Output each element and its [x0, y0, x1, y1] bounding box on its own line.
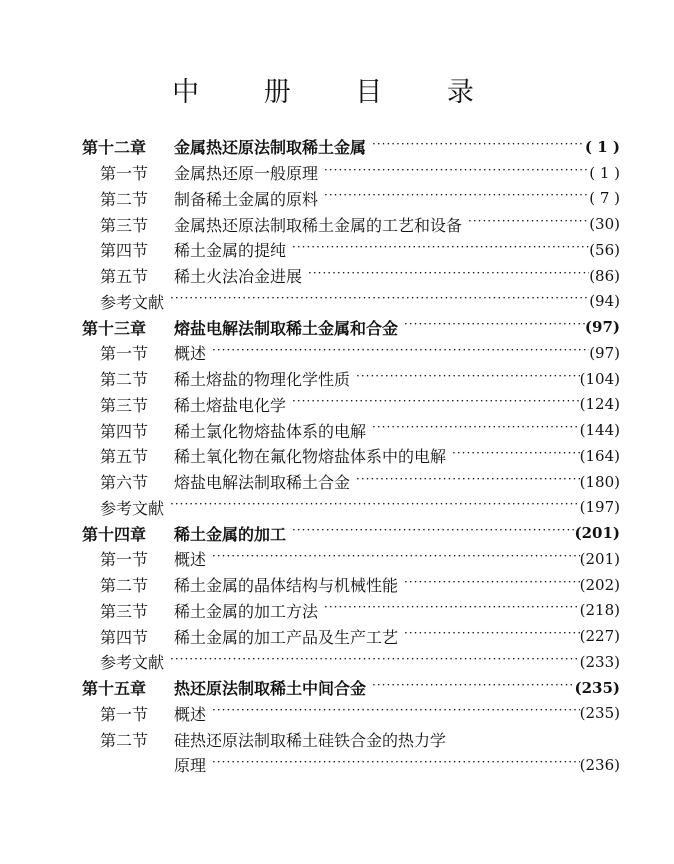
toc-entry-page-number: (235) [579, 704, 620, 723]
dot-leader [404, 319, 585, 335]
toc-entry-page-number: (30) [589, 215, 620, 234]
toc-entry-label: 第十二章 [82, 138, 147, 158]
toc-entry-label: 参考文献 [100, 292, 165, 312]
toc-entry-page-number: ( 7 ) [589, 189, 620, 208]
dot-leader [372, 680, 574, 696]
toc-section-entry [82, 417, 620, 443]
toc-entry-label: 第二节 [100, 189, 149, 209]
toc-section-entry [82, 366, 620, 392]
toc-section-entry [82, 237, 620, 263]
toc-section-entry [82, 701, 620, 727]
toc-entry-page-number: (202) [579, 575, 620, 594]
dot-leader [292, 242, 589, 258]
toc-section-entry [82, 160, 620, 186]
toc-entry-label: 第十五章 [82, 679, 147, 699]
dot-leader [170, 293, 589, 309]
toc-section-entry [82, 392, 620, 418]
toc-entry-title: 稀土熔盐的物理化学性质 [174, 370, 351, 390]
toc-entry-label: 第五节 [100, 267, 149, 287]
dot-leader [292, 396, 580, 412]
toc-section-entry [82, 546, 620, 572]
toc-entry-title: 概述 [174, 704, 207, 724]
toc-references-entry [82, 649, 620, 675]
page-title: 中 册 目 录 [172, 77, 502, 108]
toc-entry-title: 熔盐电解法制取稀土合金 [174, 473, 351, 493]
toc-entry-page-number: (235) [574, 678, 620, 697]
toc-section-entry [82, 263, 620, 289]
toc-section-entry [82, 752, 620, 778]
table-of-contents [82, 134, 620, 778]
toc-section-entry [82, 443, 620, 469]
toc-entry-label: 第三节 [100, 395, 149, 415]
toc-references-entry [82, 289, 620, 315]
toc-entry-label: 第四节 [100, 627, 149, 647]
toc-entry-label: 第五节 [100, 447, 149, 467]
toc-entry-title: 硅热还原法制取稀土硅铁合金的热力学 [174, 730, 447, 750]
toc-section-entry [82, 340, 620, 366]
toc-chapter-entry [82, 675, 620, 701]
toc-entry-title: 金属热还原法制取稀土金属 [174, 138, 367, 158]
toc-entry-title: 稀土氧化物在氟化物熔盐体系中的电解 [174, 447, 447, 467]
toc-entry-title: 制备稀土金属的原料 [174, 189, 319, 209]
toc-entry-title: 稀土氯化物熔盐体系的电解 [174, 421, 367, 441]
toc-entry-page-number: (104) [579, 369, 620, 388]
toc-entry-page-number: ( 1 ) [589, 163, 620, 182]
dot-leader [468, 216, 589, 232]
toc-entry-page-number: (218) [579, 601, 620, 620]
toc-entry-title: 稀土金属的加工 [174, 524, 287, 544]
dot-leader [212, 551, 580, 567]
dot-leader [292, 525, 574, 541]
toc-entry-label: 第三节 [100, 601, 149, 621]
dot-leader [212, 705, 580, 721]
toc-entry-title: 概述 [174, 550, 207, 570]
toc-entry-title: 概述 [174, 344, 207, 364]
toc-entry-page-number: (56) [589, 240, 620, 259]
dot-leader [324, 165, 589, 181]
toc-references-entry [82, 495, 620, 521]
toc-entry-page-number: (197) [579, 498, 620, 517]
toc-entry-label: 第一节 [100, 550, 149, 570]
toc-entry-label: 第一节 [100, 164, 149, 184]
toc-entry-page-number: (236) [579, 755, 620, 774]
toc-chapter-entry [82, 134, 620, 160]
toc-entry-title: 原理 [174, 756, 207, 776]
toc-entry-label: 第二节 [100, 370, 149, 390]
toc-entry-page-number: (94) [589, 292, 620, 311]
dot-leader [356, 371, 580, 387]
dot-leader [212, 345, 589, 361]
toc-entry-page-number: (227) [579, 627, 620, 646]
toc-chapter-entry [82, 314, 620, 340]
toc-entry-title: 稀土金属的晶体结构与机械性能 [174, 576, 399, 596]
dot-leader [308, 268, 589, 284]
toc-entry-page-number: (201) [579, 549, 620, 568]
toc-entry-page-number: (233) [579, 652, 620, 671]
dot-leader [404, 577, 580, 593]
toc-entry-title: 热还原法制取稀土中间合金 [174, 679, 367, 699]
toc-section-entry [82, 572, 620, 598]
toc-entry-label: 第一节 [100, 704, 149, 724]
toc-section-entry [82, 211, 620, 237]
toc-entry-label: 第三节 [100, 215, 149, 235]
dot-leader [324, 602, 580, 618]
toc-entry-label: 第十三章 [82, 318, 147, 338]
toc-entry-label: 参考文献 [100, 653, 165, 673]
toc-entry-label: 第六节 [100, 473, 149, 493]
toc-entry-title: 稀土金属的加工方法 [174, 601, 319, 621]
toc-entry-page-number: ( 1 ) [584, 137, 620, 156]
toc-section-entry [82, 726, 620, 752]
dot-leader [452, 448, 580, 464]
toc-entry-page-number: (164) [579, 446, 620, 465]
dot-leader [372, 422, 580, 438]
toc-entry-page-number: (180) [579, 472, 620, 491]
toc-entry-page-number: (97) [584, 318, 620, 337]
toc-entry-page-number: (124) [579, 395, 620, 414]
toc-entry-title: 金属热还原一般原理 [174, 164, 319, 184]
toc-entry-title: 熔盐电解法制取稀土金属和合金 [174, 318, 399, 338]
toc-chapter-entry [82, 520, 620, 546]
dot-leader [356, 474, 580, 490]
dot-leader [324, 190, 589, 206]
toc-entry-page-number: (201) [574, 524, 620, 543]
toc-entry-label: 第四节 [100, 421, 149, 441]
dot-leader [170, 499, 580, 515]
toc-section-entry [82, 623, 620, 649]
dot-leader [212, 757, 580, 773]
toc-entry-label: 第十四章 [82, 524, 147, 544]
toc-section-entry [82, 598, 620, 624]
toc-section-entry [82, 186, 620, 212]
toc-entry-title: 稀土金属的提纯 [174, 241, 287, 261]
toc-entry-page-number: (97) [589, 343, 620, 362]
dot-leader [372, 139, 585, 155]
toc-entry-page-number: (144) [579, 421, 620, 440]
toc-entry-title: 稀土金属的加工产品及生产工艺 [174, 627, 399, 647]
toc-section-entry [82, 469, 620, 495]
toc-entry-label: 第四节 [100, 241, 149, 261]
toc-entry-title: 稀土火法冶金进展 [174, 267, 303, 287]
toc-entry-page-number: (86) [589, 266, 620, 285]
toc-entry-label: 参考文献 [100, 498, 165, 518]
dot-leader [404, 628, 580, 644]
toc-entry-title: 稀土熔盐电化学 [174, 395, 287, 415]
toc-entry-label: 第二节 [100, 576, 149, 596]
toc-entry-label: 第一节 [100, 344, 149, 364]
toc-entry-label: 第二节 [100, 730, 149, 750]
dot-leader [170, 654, 580, 670]
toc-entry-title: 金属热还原法制取稀土金属的工艺和设备 [174, 215, 463, 235]
